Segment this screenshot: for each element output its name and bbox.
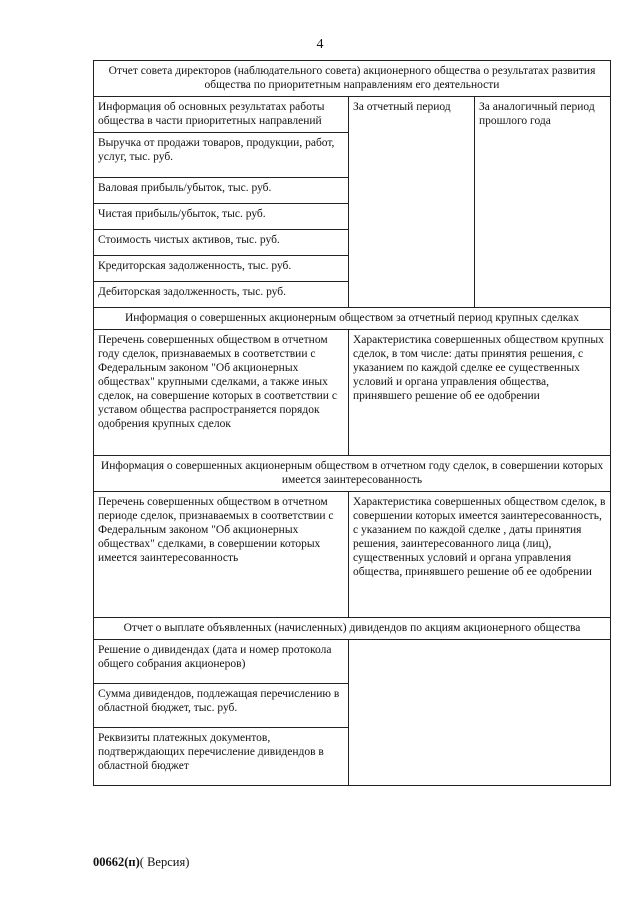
row-gross-profit: Валовая прибыль/убыток, тыс. руб. — [94, 178, 349, 204]
section1-header-row — [94, 97, 611, 133]
row-net-assets: Стоимость чистых активов, тыс. руб. — [94, 230, 349, 256]
section1-header-info: Информация об основных результатах работы общества в части приоритетных направлений — [94, 97, 349, 133]
row-accounts-receivable: Дебиторская задолженность, тыс. руб. — [94, 282, 349, 308]
section2-content-row — [94, 330, 611, 456]
report-table — [93, 60, 611, 786]
document-code: 00662(п) — [93, 855, 140, 869]
row-net-profit: Чистая прибыль/убыток, тыс. руб. — [94, 204, 349, 230]
section1-title: Отчет совета директоров (наблюдательного совета) акционерного общества о результатах развития общества по приоритетным направлениям его деятельности — [94, 61, 611, 97]
row-dividend-amount: Сумма дивидендов, подлежащая перечислению в областной бюджет, тыс. руб. — [94, 684, 349, 728]
section2-left: Перечень совершенных обществом в отчетном году сделок, признаваемых в соответствии с Федеральным законом "Об акционерных обществах" крупными сделками, а также иных сделок, на совершение которых в соответствии с уставом общества распространяется порядок одобрения крупных сделок — [94, 330, 349, 456]
section3-title-row — [94, 456, 611, 492]
section3-content-row — [94, 492, 611, 618]
section1-title-row — [94, 61, 611, 97]
row-accounts-payable: Кредиторская задолженность, тыс. руб. — [94, 256, 349, 282]
section3-title: Информация о совершенных акционерным обществом в отчетном году сделок, в совершении которых имеется заинтересованность — [94, 456, 611, 492]
section4-value-cell — [349, 640, 611, 786]
column-current-period: За отчетный период — [349, 97, 475, 308]
section2-title: Информация о совершенных акционерным обществом за отчетный период крупных сделках — [94, 308, 611, 330]
section2-title-row — [94, 308, 611, 330]
column-previous-period: За аналогичный период прошлого года — [475, 97, 611, 308]
section4-title-row — [94, 618, 611, 640]
section2-right: Характеристика совершенных обществом крупных сделок, в том числе: даты принятия решения, с указанием по каждой сделке ее существенных условий и органа управления общества, принявшего решение об ее одобрении — [349, 330, 611, 456]
document-version: ( Версия) — [139, 855, 190, 869]
document-footer — [93, 855, 189, 870]
page-number: 4 — [316, 37, 324, 52]
section3-left: Перечень совершенных обществом в отчетном периоде сделок, признаваемых в соответствии с Федеральным законом "Об акционерных обществах" сделками, в совершении которых имеется заинтересованность — [94, 492, 349, 618]
row-payment-documents: Реквизиты платежных документов, подтверждающих перечисление дивидендов в областной бюджет — [94, 728, 349, 786]
section3-right: Характеристика совершенных обществом сделок, в совершении которых имеется заинтересованность, с указанием по каждой сделке , даты принятия решения, заинтересованного лица (лиц), существенных условий и органа управления общества, принявшего решение об ее одобрении — [349, 492, 611, 618]
row-revenue: Выручка от продажи товаров, продукции, работ, услуг, тыс. руб. — [94, 133, 349, 178]
row-dividend-decision: Решение о дивидендах (дата и номер протокола общего собрания акционеров) — [94, 640, 349, 684]
section4-title: Отчет о выплате объявленных (начисленных) дивидендов по акциям акционерного общества — [94, 618, 611, 640]
table-row — [94, 640, 611, 684]
